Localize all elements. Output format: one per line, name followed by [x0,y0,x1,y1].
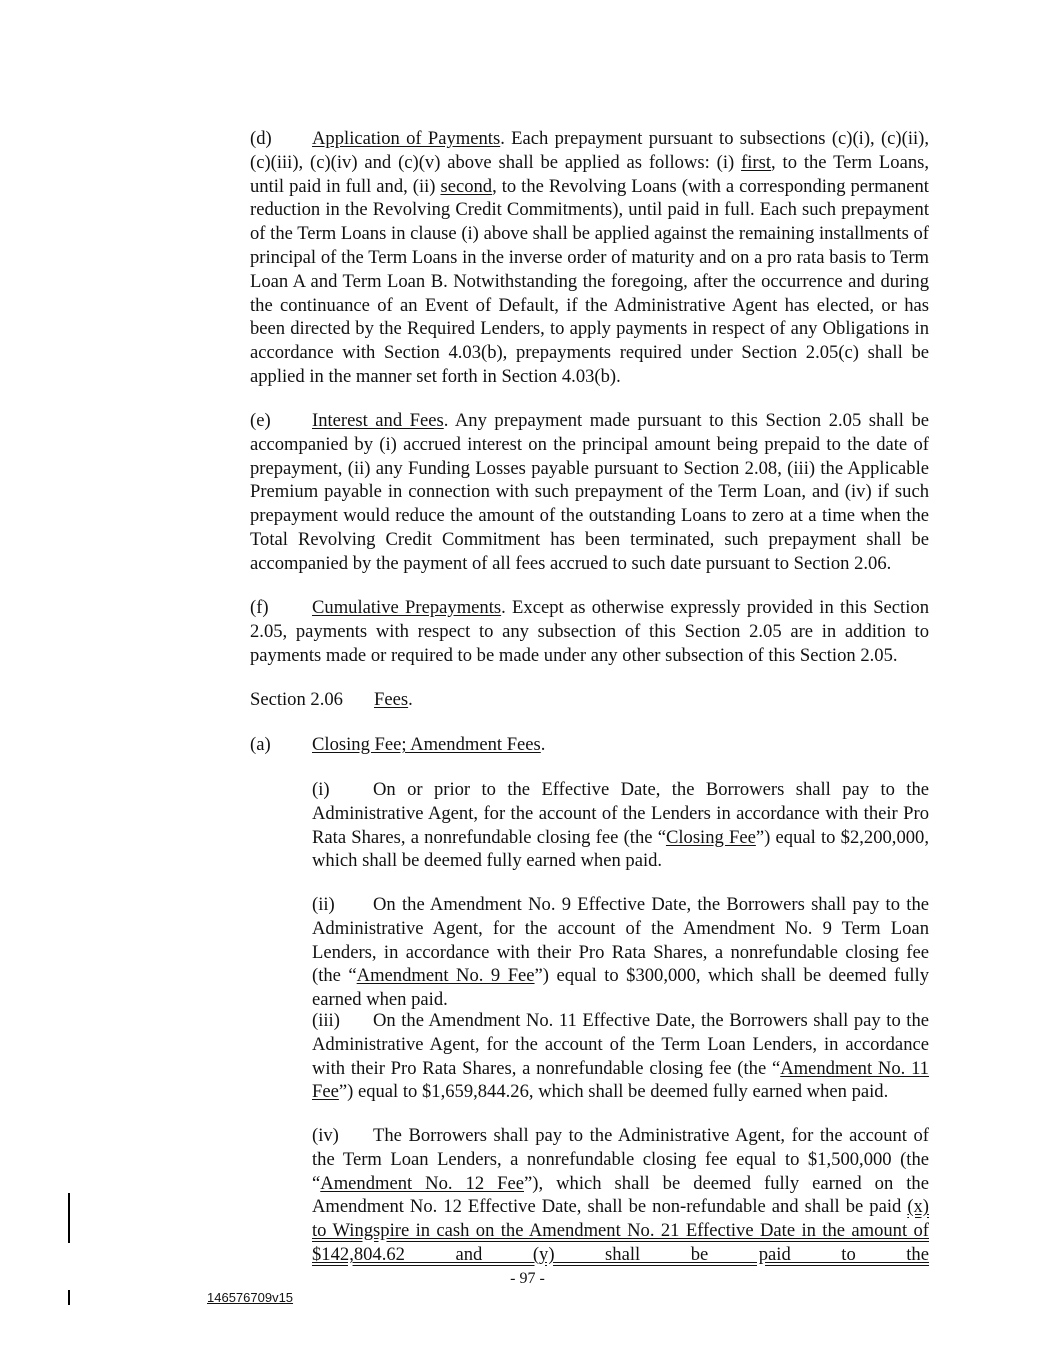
paragraph-text: , to the Revolving Loans (with a corresponding permanent reduction in the Revolving Credit Commitments), until paid in full. Each such prepayment of the Term Loans in clause (i) above shall be applied against the remaining installments of principal of the Term Loans in the inverse order of maturity and on a pro rata basis to Term Loan A and Term Loan B. Notwithstanding the foregoing, after the occurrence and during the continuance of an Event of Default, if the Administrative Agent has elected, or has been directed by the Required Lenders, to apply payments in respect of any Obligations in accordance with Section 4.03(b), prepayments required under Section 2.05(c) shall be applied in the manner set forth in Section 4.03(b). [250,175,929,387]
clause-ii [126,893,929,1012]
paragraph-f [126,596,929,667]
page-number: - 97 - [510,1270,545,1287]
clause-label: (iv) [312,1125,339,1146]
paragraph-label: (e) [250,410,271,431]
paragraph-text: , to the Term Loans, until paid in full and, (ii) [250,151,930,197]
paragraph-heading-period: . [540,734,546,755]
clause-label: (ii) [312,894,335,915]
clause-i [126,778,929,873]
section-heading [126,688,929,712]
revision-bar [68,1290,70,1305]
defined-term: first [741,151,772,173]
clause-text: ”) equal to $2,200,000, which shall be deemed fully earned when paid. [312,826,929,872]
inserted-text: (x) to Wingspire in cash on the Amendment No. 21 Effective Date in the amount of $142,804.62 and (y) shall be paid to the [312,1196,929,1265]
clause-text: ”) equal to $1,659,844.26, which shall be deemed fully earned when paid. [338,1081,889,1103]
defined-term: Amendment No. 9 Fee [356,965,535,987]
paragraph-label: (d) [250,128,272,149]
clause-iii [126,1009,929,1104]
clause-text: On the Amendment No. 11 Effective Date, the Borrowers shall pay to the Administrative Agent, for the account of the Term Loan Lenders, in accordance with their Pro Rata Shares, a nonrefundable closing fee (the “ [312,1010,929,1079]
section-number: Section 2.06 [250,689,343,710]
clause-text: ”) equal to $300,000, which shall be deemed fully earned when paid. [312,965,929,1011]
paragraph-text: . Each prepayment pursuant to subsections (c)(i), (c)(ii), (c)(iii), (c)(iv) and (c)(v) above shall be applied as follows: (i) [250,128,929,173]
paragraph-text: . Except as otherwise expressly provided in this Section 2.05, payments with respect to any subsection of this Section 2.05 are in addition to payments made or required to be made under any other subsection of this Section 2.05. [250,597,929,666]
clause-iv [126,1124,929,1267]
paragraph-d [126,127,929,389]
clause-text: The Borrowers shall pay to the Administrative Agent, for the account of the Term Loan Lenders, a nonrefundable closing fee equal to $1,500,000 (the “ [312,1125,929,1194]
defined-term: second [440,175,493,197]
revision-bar [68,1193,70,1243]
section-title-period: . [408,689,413,710]
clause-text: ”), which shall be deemed fully earned on the Amendment No. 12 Effective Date, shall be non-refundable and shall be paid [312,1172,929,1218]
paragraph-text: . Any prepayment made pursuant to this Section 2.05 shall be accompanied by (i) accrued interest on the principal amount being prepaid to the date of prepayment, (ii) any Funding Losses payable pursuant to Section 2.08, (iii) the Applicable Premium payable in connection with such prepayment of the Term Loan, and (iv) if such prepayment would reduce the amount of the outstanding Loans to zero at a time when the Total Revolving Credit Commitment has been terminated, such prepayment shall be accompanied by the payment of all fees accrued to such date pursuant to Section 2.06. [250,410,929,574]
paragraph-heading: Closing Fee; Amendment Fees [312,734,541,755]
clause-text: On or prior to the Effective Date, the Borrowers shall pay to the Administrative Agent, for the account of the Lenders in accordance with their Pro Rata Shares, a nonrefundable closing fee (the “ [312,779,929,848]
defined-term: Amendment No. 11 Fee [312,1057,929,1103]
paragraph-label: (a) [250,734,271,755]
subsection-a-heading [126,733,929,757]
defined-term: Amendment No. 12 Fee [320,1172,524,1194]
section-title: Fees [374,689,409,710]
paragraph-heading: Application of Payments [312,128,501,149]
paragraph-label: (f) [250,597,269,618]
clause-label: (iii) [312,1010,340,1031]
defined-term: Closing Fee [665,826,756,848]
clause-label: (i) [312,779,330,800]
clause-text: On the Amendment No. 9 Effective Date, the Borrowers shall pay to the Administrative Agent, for the account of the Amendment No. 9 Term Loan Lenders, in accordance with their Pro Rata Shares, a nonrefundable closing fee (the “ [312,894,929,987]
paragraph-heading: Cumulative Prepayments [312,597,502,618]
document-id: 146576709v15 [207,1290,294,1305]
paragraph-heading: Interest and Fees [312,410,444,431]
paragraph-e [126,409,929,576]
